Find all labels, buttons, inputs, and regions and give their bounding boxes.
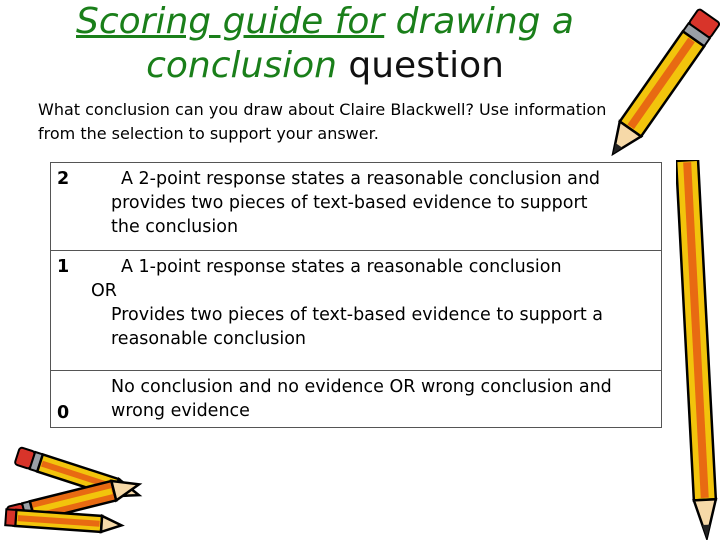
pencil-clipart-icon — [600, 0, 720, 175]
pencil-clipart-icon — [676, 160, 720, 540]
description-line: A 1-point response states a reasonable conclusion — [121, 257, 562, 277]
table-row — [51, 163, 662, 251]
question-text: What conclusion can you draw about Claire Blackwell? Use information from the selection to support your answer. — [38, 100, 607, 143]
page-title — [40, 0, 610, 88]
description-line: wrong evidence — [111, 401, 250, 421]
title-part3: question — [348, 45, 504, 86]
description-line: OR — [91, 281, 117, 301]
score-cell: 1 — [51, 251, 82, 371]
description-line: Provides two pieces of text-based evidence to support a — [111, 305, 603, 325]
description-cell — [81, 163, 662, 251]
description-cell — [81, 251, 662, 371]
table-row — [51, 371, 662, 428]
description-line: No conclusion and no evidence OR wrong conclusion and — [111, 377, 612, 397]
description-line: the conclusion — [111, 217, 239, 237]
pencils-clipart-icon — [0, 438, 150, 540]
description-line: provides two pieces of text-based evidence to support — [111, 193, 588, 213]
table-row — [51, 251, 662, 371]
score-cell: 0 — [51, 371, 82, 428]
title-part1: Scoring guide for — [76, 1, 385, 42]
title-part2: drawing a conclusion — [146, 1, 574, 86]
scoring-table — [50, 162, 662, 428]
description-cell — [81, 371, 662, 428]
score-cell: 2 — [51, 163, 82, 251]
description-line: reasonable conclusion — [111, 329, 307, 349]
description-line: A 2-point response states a reasonable conclusion and — [121, 169, 601, 189]
